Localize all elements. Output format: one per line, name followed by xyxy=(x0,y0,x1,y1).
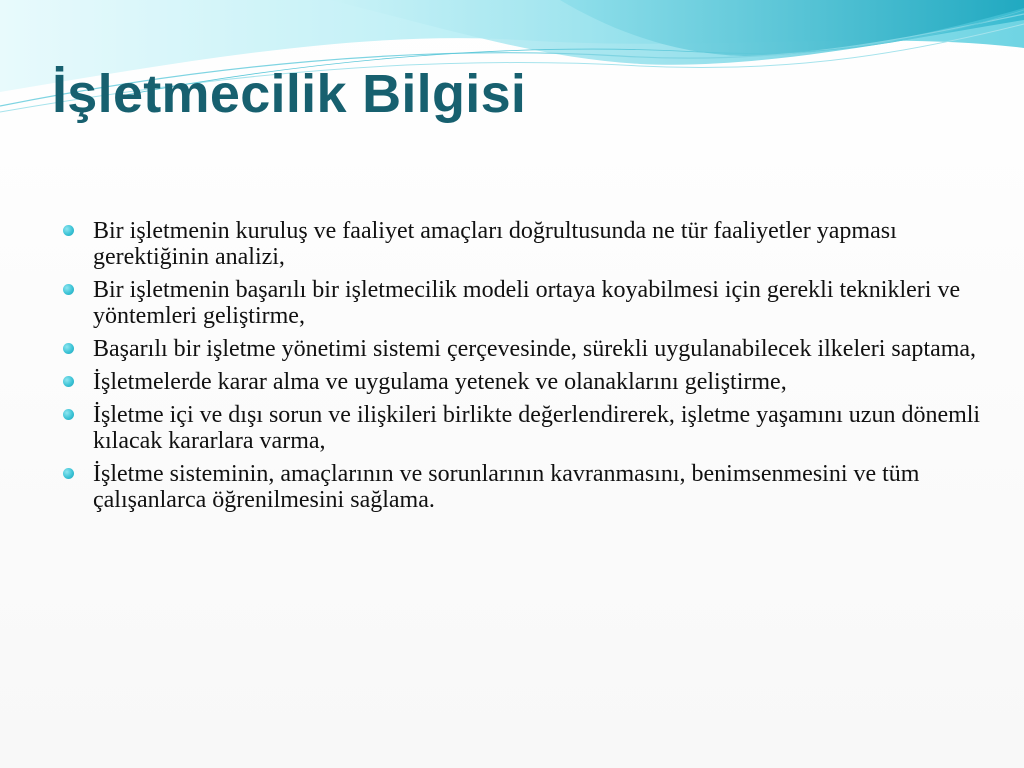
bullet-dot-icon xyxy=(63,284,74,295)
bullet-dot-icon xyxy=(63,376,74,387)
list-item xyxy=(62,369,982,395)
bullet-dot-icon xyxy=(63,409,74,420)
bullet-text: Bir işletmenin kuruluş ve faaliyet amaçları doğrultusunda ne tür faaliyetler yapması gerektiğinin analizi, xyxy=(93,218,897,270)
bullet-text: Başarılı bir işletme yönetimi sistemi çerçevesinde, sürekli uygulanabilecek ilkeleri saptama, xyxy=(93,336,977,362)
list-item xyxy=(62,461,982,513)
slide-title: İşletmecilik Bilgisi xyxy=(52,64,527,124)
list-item xyxy=(62,336,982,362)
bullet-text: Bir işletmenin başarılı bir işletmecilik modeli ortaya koyabilmesi için gerekli teknikleri ve yöntemleri geliştirme, xyxy=(93,277,961,329)
list-item xyxy=(62,218,982,270)
bullet-text: İşletmelerde karar alma ve uygulama yetenek ve olanaklarını geliştirme, xyxy=(93,369,787,395)
bullet-text: İşletme içi ve dışı sorun ve ilişkileri birlikte değerlendirerek, işletme yaşamını uzun dönemli kılacak kararlara varma, xyxy=(93,402,981,454)
bullet-dot-icon xyxy=(63,225,74,236)
list-item xyxy=(62,402,982,454)
bullet-list xyxy=(62,218,982,520)
bullet-dot-icon xyxy=(63,343,74,354)
bullet-text: İşletme sisteminin, amaçlarının ve sorunlarının kavranmasını, benimsenmesini ve tüm çalışanlarca öğrenilmesini sağlama. xyxy=(93,461,920,513)
bullet-dot-icon xyxy=(63,468,74,479)
list-item xyxy=(62,277,982,329)
